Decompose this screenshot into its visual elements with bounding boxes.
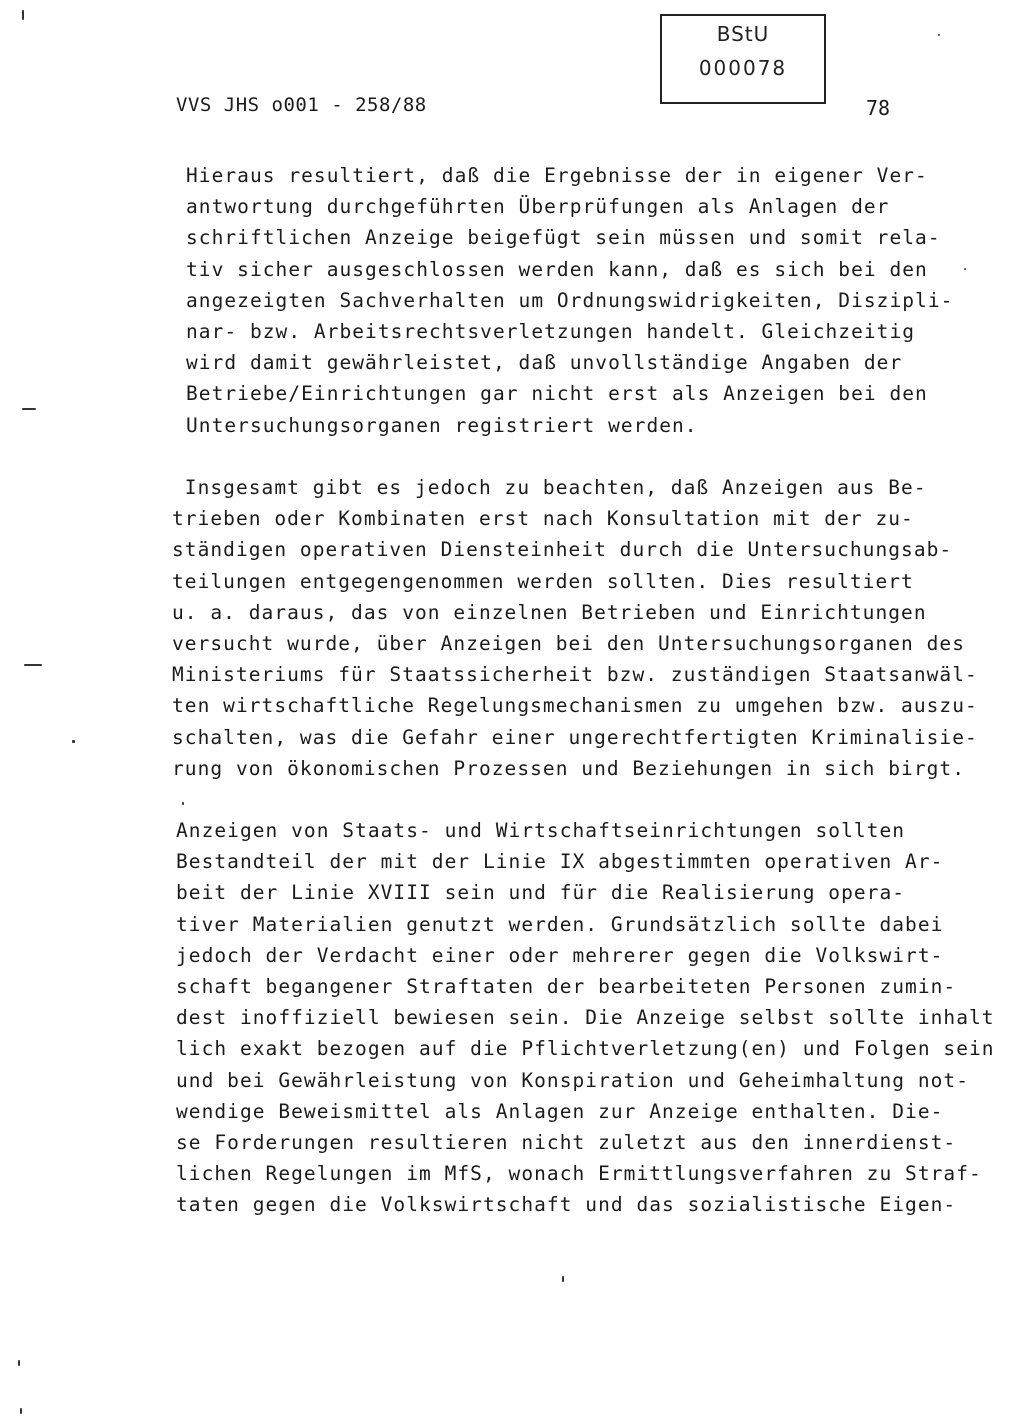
text-line: Bestandteil der mit der Linie IX abgestimmten operativen Ar-	[176, 850, 944, 874]
text-line: teilungen entgegengenommen werden sollten. Dies resultiert	[172, 569, 914, 593]
page-number: 78	[866, 96, 891, 120]
text-line: lichen Regelungen im MfS, wonach Ermittlungsverfahren zu Straf-	[176, 1162, 982, 1186]
text-line: antwortung durchgeführten Überprüfungen als Anlagen der	[186, 195, 890, 219]
scan-speck	[20, 1408, 22, 1414]
scan-speck	[72, 740, 75, 743]
text-line: Ministeriums für Staatssicherheit bzw. zuständigen Staatsanwäl-	[172, 663, 978, 687]
text-line: und bei Gewährleistung von Konspiration und Geheimhaltung not-	[176, 1068, 969, 1092]
text-line: schaft begangener Straftaten der bearbeiteten Personen zumin-	[176, 974, 957, 998]
text-line: Anzeigen von Staats- und Wirtschaftseinrichtungen sollten	[176, 819, 906, 842]
scan-speck	[22, 10, 24, 20]
text-line: ten wirtschaftliche Regelungsmechanismen zu umgehen bzw. auszu-	[172, 694, 978, 718]
text-line: angezeigten Sachverhalten um Ordnungswidrigkeiten, Diszipli-	[186, 288, 954, 312]
text-line: schriftlichen Anzeige beigefügt sein müssen und somit rela-	[186, 226, 941, 250]
text-line: lich exakt bezogen auf die Pflichtverletzung(en) und Folgen sein	[176, 1037, 995, 1061]
text-line: dest inoffiziell bewiesen sein. Die Anzeige selbst sollte inhalt	[176, 1006, 995, 1030]
document-reference: VVS JHS o001 - 258/88	[176, 94, 427, 116]
scan-speck	[562, 1276, 564, 1282]
stamp-agency: BStU	[716, 22, 770, 46]
archive-stamp	[660, 14, 826, 104]
text-line: versucht wurde, über Anzeigen bei den Untersuchungsorganen des	[172, 631, 965, 655]
text-line: Betriebe/Einrichtungen gar nicht erst als Anzeigen bei den	[186, 382, 928, 406]
scan-speck	[24, 664, 42, 666]
paragraph-1	[186, 160, 1006, 441]
stamp-number: 000078	[698, 56, 788, 80]
text-line: nar- bzw. Arbeitsrechtsverletzungen handelt. Gleichzeitig	[186, 319, 916, 343]
text-line: Insgesamt gibt es jedoch zu beachten, daß Anzeigen aus Be-	[172, 476, 927, 499]
text-line: wird damit gewährleistet, daß unvollständige Angaben der	[186, 351, 903, 375]
scan-speck	[22, 408, 36, 410]
text-line: beit der Linie XVIII sein und für die Realisierung opera-	[176, 881, 906, 905]
text-line: rung von ökonomischen Prozessen und Beziehungen in sich birgt.	[172, 756, 965, 780]
text-line: se Forderungen resultieren nicht zuletzt aus den innerdienst-	[176, 1130, 957, 1154]
text-line: tiv sicher ausgeschlossen werden kann, daß es sich bei den	[186, 257, 928, 281]
scan-speck	[964, 268, 966, 270]
scan-speck	[938, 34, 940, 36]
paragraph-2	[172, 472, 992, 784]
scan-speck	[182, 802, 184, 805]
text-line: ständigen operativen Diensteinheit durch die Untersuchungsab-	[172, 538, 953, 562]
text-line: Hieraus resultiert, daß die Ergebnisse der in eigener Ver-	[186, 164, 928, 187]
text-line: jedoch der Verdacht einer oder mehrerer gegen die Volkswirt-	[176, 943, 944, 967]
text-line: wendige Beweismittel als Anlagen zur Anzeige enthalten. Die-	[176, 1099, 944, 1123]
paragraph-3	[176, 815, 996, 1220]
text-line: taten gegen die Volkswirtschaft und das sozialistische Eigen-	[176, 1193, 957, 1217]
text-line: u. a. daraus, das von einzelnen Betrieben und Einrichtungen	[172, 600, 927, 624]
text-line: tiver Materialien genutzt werden. Grundsätzlich sollte dabei	[176, 912, 944, 936]
text-line: schalten, was die Gefahr einer ungerechtfertigten Kriminalisie-	[172, 725, 978, 749]
text-line: Untersuchungsorganen registriert werden.	[186, 413, 698, 437]
scan-speck	[18, 1360, 20, 1366]
text-line: trieben oder Kombinaten erst nach Konsultation mit der zu-	[172, 507, 914, 531]
